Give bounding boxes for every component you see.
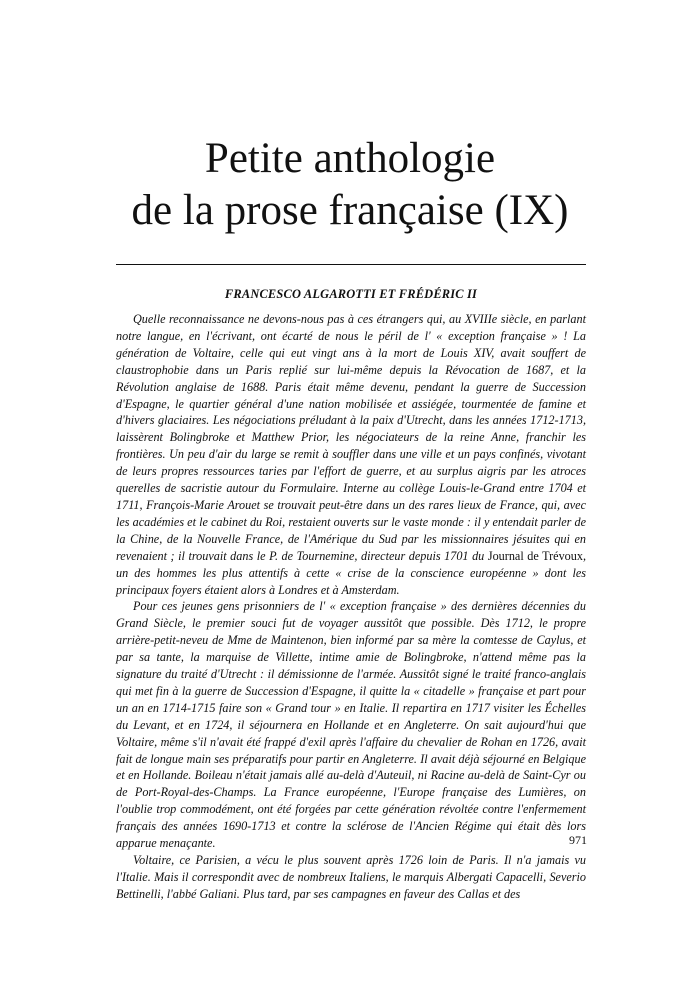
title-divider <box>116 264 586 265</box>
page-number: 971 <box>569 833 587 847</box>
paragraph-1-text-b: , un des hommes les plus attentifs à cette « crise de la conscience européenne » dont les principaux foyers étaient alors à Londres et à Amsterdam. <box>116 548 587 597</box>
paragraph-1 <box>116 311 586 598</box>
journal-title: Journal de Trévoux <box>487 548 583 563</box>
section-heading: FRANCESCO ALGAROTTI ET FRÉDÉRIC II <box>224 287 478 301</box>
paragraph-1-text-a: Quelle reconnaissance ne devons-nous pas à ces étrangers qui, au XVIIIe siècle, en parlant notre langue, en l'écrivant, ont écarté de nous le péril de l' « exception française » ! La génération de Voltaire, celle qui eut vingt ans à la mort de Louis XIV, avait souffert de claustrophobie dans un Paris replié sur lui-même depuis la Révocation de 1687, et la Révolution anglaise de 1688. Paris était même devenu, pendant la guerre de Succession d'Espagne, le quartier général d'une nation mobilisée et assiégée, tourmentée de famine et d'hivers glaciaires. Les négociations préludant à la paix d'Utrecht, dans les années 1712-1713, laissèrent Bolingbroke et Matthew Prior, les négociateurs de la reine Anne, franchir les frontières. Un peu d'air du large se remit à souffler dans une ville et un pays confinés, vivotant de leurs propres ressources taries par l'effort de guerre, et au surplus aigris par les atroces querelles de sacristie autour du Formulaire. Interne au collège Louis-le-Grand entre 1704 et 1711, François-Marie Arouet se trouvait peut-être dans un des rares lieux de France, qui, avec les académies et le cabinet du Roi, restaient ouverts sur le vaste monde : il y entendait parler de la Chine, de la Nouvelle France, de l'Amérique du Sud par les missionnaires jésuites qui en revenaient ; il trouvait dans le P. de Tournemine, directeur depuis 1701 du <box>116 312 586 563</box>
paragraph-2: Pour ces jeunes gens prisonniers de l' « exception française » des dernières décennies du Grand Siècle, le premier souci fut de voyager aussitôt que possible. Dès 1712, le propre arrière-petit-neveu de Mme de Maintenon, bien informé par sa mère la comtesse de Caylus, et par sa tante, la marquise de Villette, intime amie de Bolingbroke, n'attend même pas la signature du traité d'Utrecht : il démissionne de l'armée. Aussitôt signé le traité franco-anglais qui met fin à la guerre de Succession d'Espagne, il quitte la « citadelle » française et part pour un an en 1714-1715 faire son « Grand tour » en Italie. Il repartira en 1717 visiter les Échelles du Levant, et en 1724, il séjournera en Hollande et en Angleterre. On sait aujourd'hui que Voltaire, même s'il n'avait été frappé d'exil après l'affaire du chevalier de Rohan en 1726, avait fait de longue main ses préparatifs pour partir en Angleterre. Il avait déjà séjourné en Belgique et en Hollande. Boileau n'était jamais allé au-delà d'Auteuil, ni Racine au-delà de Saint-Cyr ou de Port-Royal-des-Champs. La France européenne, l'Europe française des Lumières, on l'oublie trop commodément, ont été forgées par cette génération révoltée contre l'enfermement français des années 1690-1713 et contre la sclérose de l'Ancien Régime qui était dès lors apparue menaçante. <box>116 599 586 851</box>
article-title-line-1: Petite anthologie <box>204 135 496 182</box>
article-title-line-2: de la prose française (IX) <box>131 187 569 234</box>
article-body <box>116 311 586 903</box>
paragraph-3: Voltaire, ce Parisien, a vécu le plus souvent après 1726 loin de Paris. Il n'a jamais vu l'Italie. Mais il correspondit avec de nombreux Italiens, le marquis Albergati Capacelli, Severio Bettinelli, l'abbé Galiani. Plus tard, par ses campagnes en faveur des Callas et des <box>116 853 586 901</box>
